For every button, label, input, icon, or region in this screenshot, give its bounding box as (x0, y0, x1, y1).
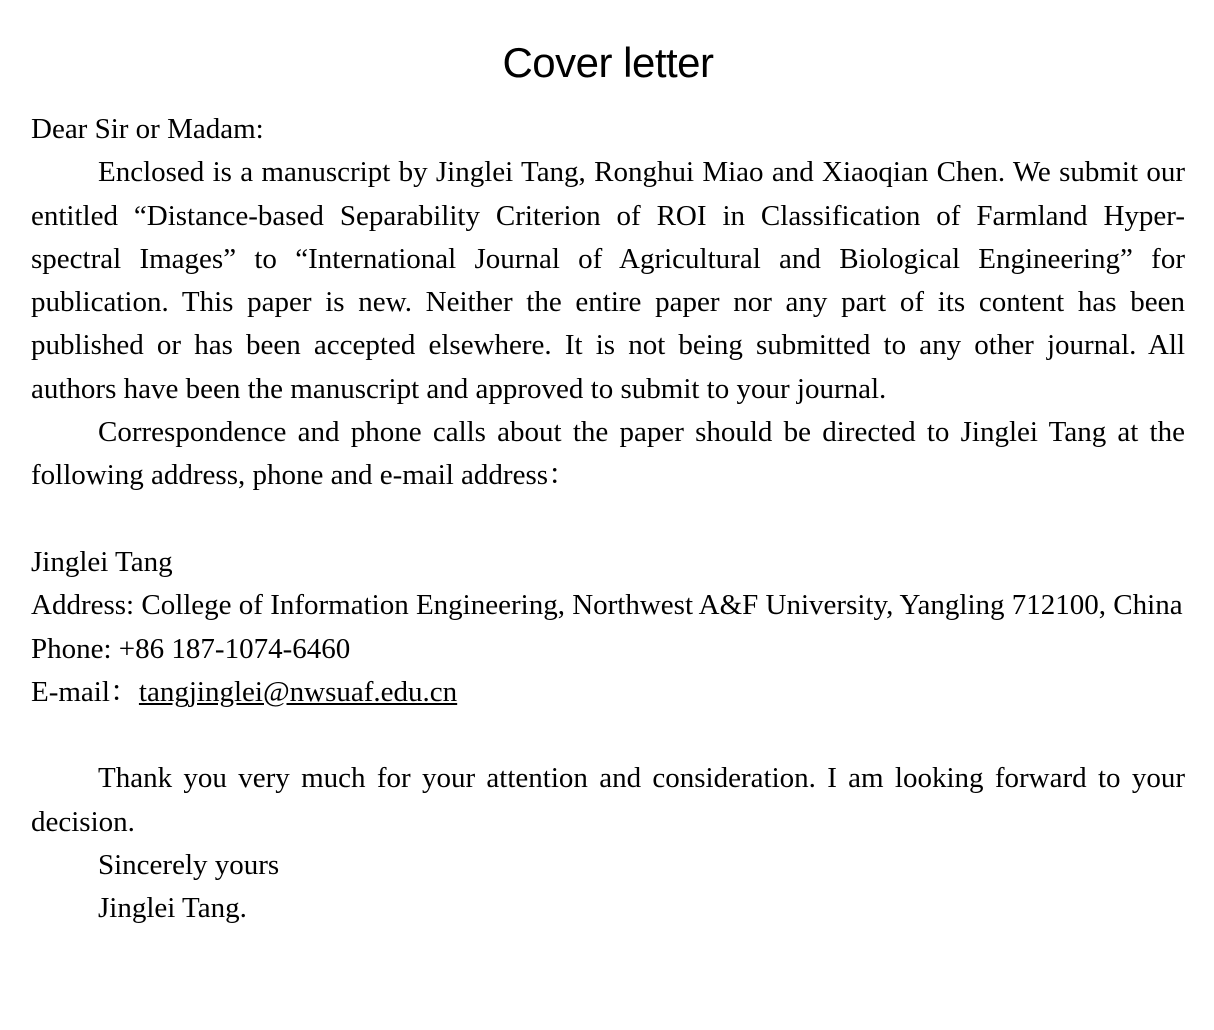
spacer (31, 498, 1185, 541)
contact-name: Jinglei Tang (31, 545, 173, 578)
closing: Sincerely yours (98, 849, 280, 882)
contact-address: Address: College of Information Engineering, Northwest A&F University, Yangling 712100, China (31, 589, 1183, 622)
contact-email-line (31, 671, 1185, 714)
spacer (31, 714, 1185, 757)
paragraph-manuscript: Enclosed is a manuscript by Jinglei Tang, Ronghui Miao and Xiaoqian Chen. We submit our entitled “Distance-based Separability Criterion of ROI in Classification of Farmland Hyper-spectral Images” to “International Journal of Agricultural and Biological Engineering” for publication. This paper is new. Neither the entire paper nor any part of its content has been published or has been accepted elsewhere. It is not being submitted to any other journal. All authors have been the manuscript and approved to submit to your journal. (31, 156, 1185, 405)
salutation: Dear Sir or Madam: (31, 113, 264, 145)
paragraph-correspondence: Correspondence and phone calls about the paper should be directed to Jinglei Tang at the following address, phone and e-mail address： (31, 416, 1185, 492)
page-title: Cover letter (502, 39, 714, 86)
email-label: E-mail： (31, 675, 139, 708)
email-link[interactable]: tangjinglei@nwsuaf.edu.cn (138, 675, 458, 708)
signature: Jinglei Tang. (98, 892, 247, 925)
letter-body (31, 108, 1185, 931)
paragraph-thanks: Thank you very much for your attention and consideration. I am looking forward to your decision. (31, 762, 1185, 838)
contact-phone: Phone: +86 187-1074-6460 (31, 632, 351, 665)
